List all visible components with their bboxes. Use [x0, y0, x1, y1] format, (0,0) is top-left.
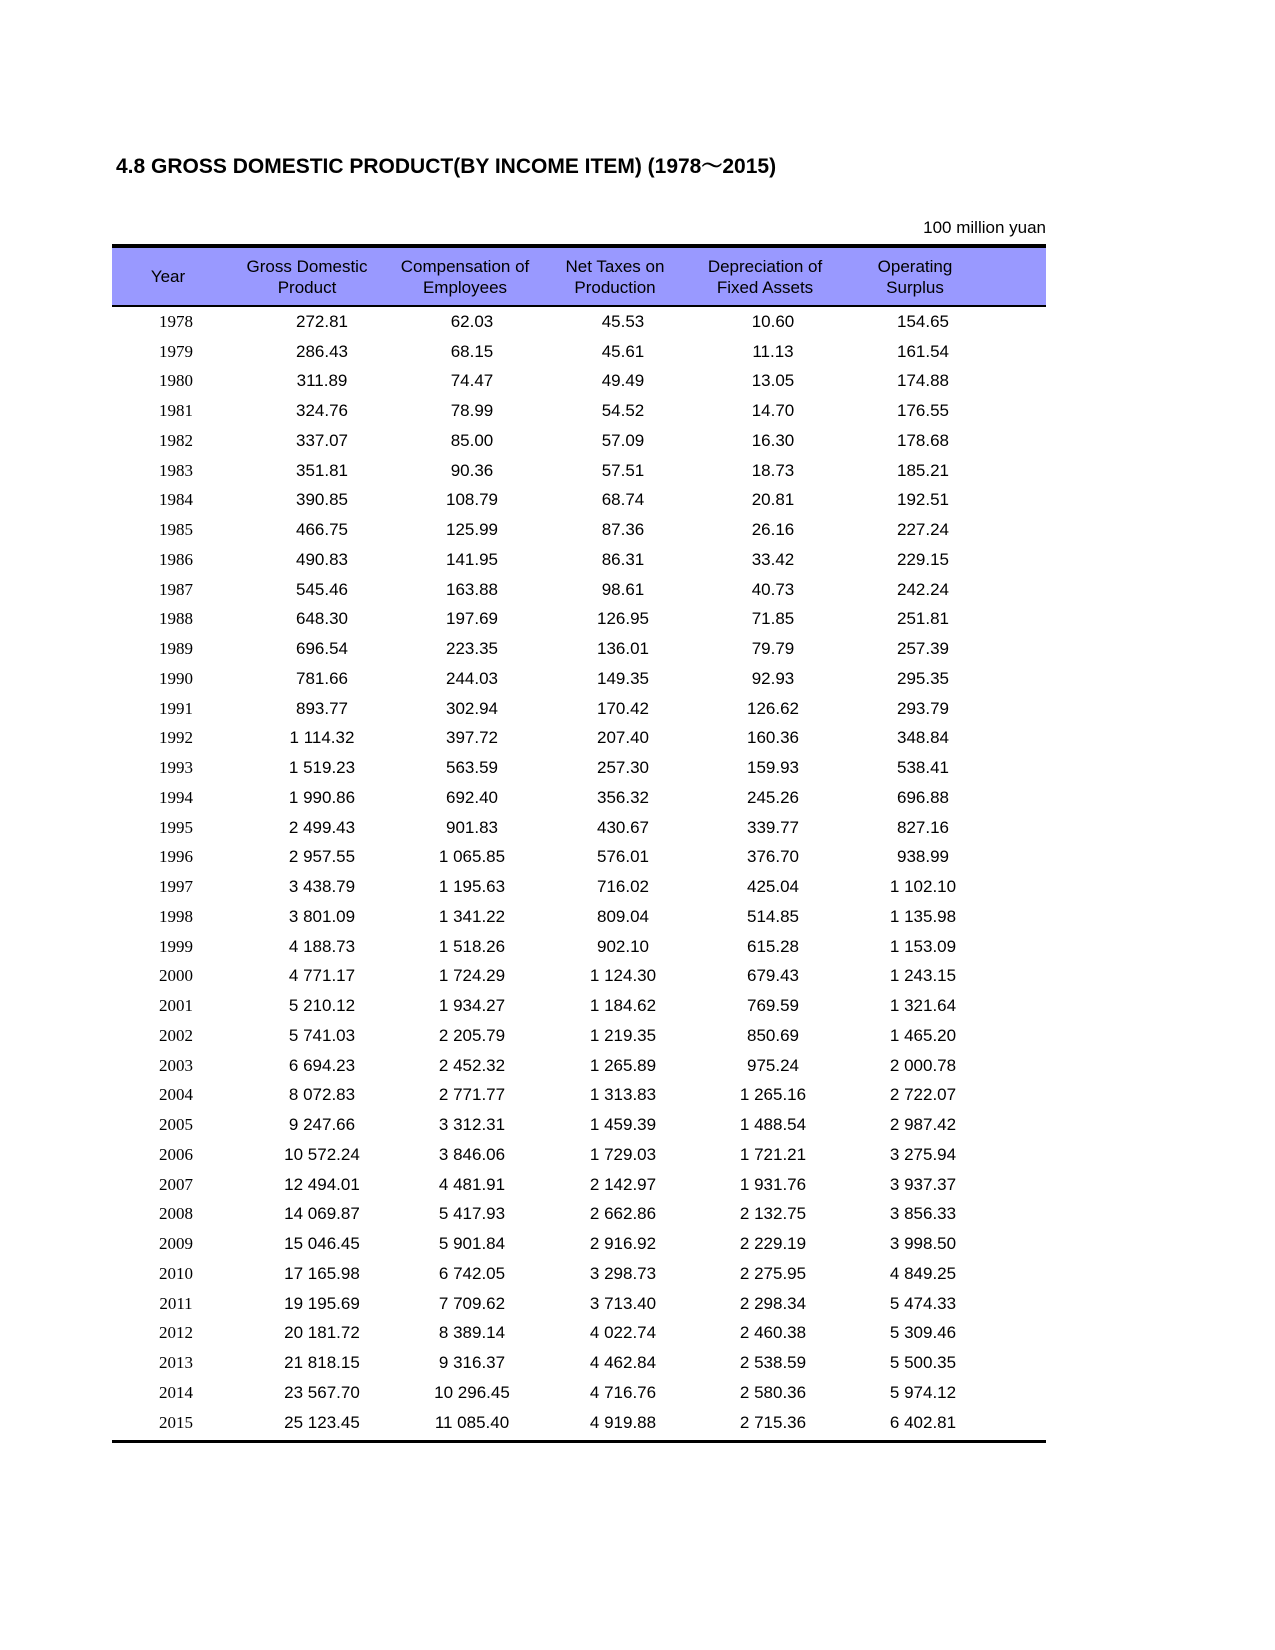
cell-compensation: 1 341.22 [438, 906, 506, 926]
cell-gdp: 311.89 [296, 371, 348, 391]
cell-year: 1987 [159, 579, 193, 599]
cell-year: 2007 [159, 1174, 193, 1194]
cell-operating-surplus: 154.65 [897, 311, 949, 331]
cell-operating-surplus: 5 500.35 [889, 1353, 957, 1373]
table-row [112, 337, 1046, 367]
cell-compensation: 1 724.29 [438, 966, 506, 986]
table-row [112, 1289, 1046, 1319]
cell-gdp: 5 741.03 [288, 1025, 356, 1045]
cell-compensation: 692.40 [446, 787, 498, 807]
cell-gdp: 3 801.09 [288, 906, 356, 926]
cell-operating-surplus: 2 987.42 [889, 1115, 957, 1135]
cell-operating-surplus: 176.55 [897, 401, 949, 421]
cell-compensation: 4 481.91 [438, 1174, 506, 1194]
header-net-taxes-line: Production [574, 277, 656, 297]
cell-compensation: 8 389.14 [438, 1323, 506, 1343]
cell-depreciation: 514.85 [747, 906, 799, 926]
cell-net-taxes: 1 184.62 [589, 996, 657, 1016]
cell-net-taxes: 2 662.86 [589, 1204, 657, 1224]
cell-net-taxes: 716.02 [597, 877, 649, 897]
cell-depreciation: 425.04 [747, 877, 799, 897]
table-header [112, 248, 1046, 307]
cell-year: 1997 [159, 877, 193, 897]
table-row [112, 575, 1046, 605]
table-row [112, 1259, 1046, 1289]
cell-year: 1981 [159, 401, 193, 421]
cell-operating-surplus: 251.81 [897, 609, 949, 629]
cell-depreciation: 10.60 [751, 311, 795, 331]
cell-year: 1983 [159, 460, 193, 480]
cell-compensation: 78.99 [450, 401, 494, 421]
header-depreciation-line: Depreciation of [707, 256, 823, 276]
cell-operating-surplus: 174.88 [897, 371, 949, 391]
cell-net-taxes: 57.09 [601, 430, 645, 450]
cell-net-taxes: 4 919.88 [589, 1412, 657, 1432]
cell-compensation: 563.59 [446, 758, 498, 778]
cell-gdp: 272.81 [296, 311, 348, 331]
cell-depreciation: 2 229.19 [739, 1234, 807, 1254]
cell-depreciation: 2 298.34 [739, 1293, 807, 1313]
header-depreciation-line: Fixed Assets [716, 277, 814, 297]
cell-net-taxes: 45.61 [601, 341, 645, 361]
cell-gdp: 1 990.86 [288, 787, 356, 807]
cell-gdp: 2 499.43 [288, 817, 356, 837]
cell-depreciation: 769.59 [747, 996, 799, 1016]
cell-operating-surplus: 161.54 [897, 341, 949, 361]
cell-depreciation: 26.16 [751, 520, 795, 540]
cell-gdp: 351.81 [296, 460, 348, 480]
cell-gdp: 15 046.45 [284, 1234, 360, 1254]
table-row [112, 843, 1046, 873]
cell-net-taxes: 257.30 [597, 758, 649, 778]
header-net-taxes-line: Net Taxes on [565, 256, 665, 276]
header-operating-surplus-line: Operating [877, 256, 953, 276]
cell-operating-surplus: 242.24 [897, 579, 949, 599]
cell-year: 1999 [159, 936, 193, 956]
cell-compensation: 62.03 [450, 311, 494, 331]
cell-net-taxes: 576.01 [597, 847, 649, 867]
cell-depreciation: 2 460.38 [739, 1323, 807, 1343]
cell-year: 1980 [159, 371, 193, 391]
cell-gdp: 17 165.98 [284, 1263, 360, 1283]
cell-compensation: 223.35 [446, 639, 498, 659]
cell-compensation: 10 296.45 [434, 1382, 510, 1402]
cell-net-taxes: 4 022.74 [589, 1323, 657, 1343]
cell-compensation: 2 771.77 [438, 1085, 506, 1105]
cell-compensation: 397.72 [446, 728, 498, 748]
cell-depreciation: 14.70 [751, 401, 795, 421]
cell-depreciation: 16.30 [751, 430, 795, 450]
cell-compensation: 1 934.27 [438, 996, 506, 1016]
cell-net-taxes: 1 459.39 [589, 1115, 657, 1135]
table-row [112, 1170, 1046, 1200]
cell-gdp: 6 694.23 [288, 1055, 356, 1075]
cell-operating-surplus: 696.88 [897, 787, 949, 807]
cell-year: 1982 [159, 430, 193, 450]
cell-net-taxes: 4 716.76 [589, 1382, 657, 1402]
cell-year: 2008 [159, 1204, 193, 1224]
cell-net-taxes: 54.52 [601, 401, 645, 421]
cell-depreciation: 2 580.36 [739, 1382, 807, 1402]
cell-net-taxes: 2 142.97 [589, 1174, 657, 1194]
cell-depreciation: 126.62 [747, 698, 799, 718]
cell-gdp: 4 188.73 [288, 936, 356, 956]
cell-gdp: 490.83 [296, 549, 348, 569]
cell-net-taxes: 57.51 [601, 460, 645, 480]
table-row [112, 813, 1046, 843]
cell-depreciation: 92.93 [751, 668, 795, 688]
table-row [112, 396, 1046, 426]
table-row [112, 456, 1046, 486]
table-row [112, 605, 1046, 635]
cell-compensation: 7 709.62 [438, 1293, 506, 1313]
cell-compensation: 197.69 [446, 609, 498, 629]
cell-depreciation: 376.70 [747, 847, 799, 867]
cell-net-taxes: 126.95 [597, 609, 649, 629]
cell-gdp: 648.30 [296, 609, 348, 629]
cell-year: 1992 [159, 728, 193, 748]
cell-operating-surplus: 3 998.50 [889, 1234, 957, 1254]
page-title: 4.8 GROSS DOMESTIC PRODUCT(BY INCOME ITEM) (1978～2015) [116, 155, 777, 178]
cell-gdp: 324.76 [296, 401, 348, 421]
cell-operating-surplus: 293.79 [897, 698, 949, 718]
cell-operating-surplus: 2 722.07 [889, 1085, 957, 1105]
cell-gdp: 286.43 [296, 341, 348, 361]
cell-gdp: 21 818.15 [284, 1353, 360, 1373]
cell-gdp: 10 572.24 [284, 1144, 360, 1164]
cell-gdp: 545.46 [296, 579, 348, 599]
cell-compensation: 1 518.26 [438, 936, 506, 956]
unit-label: 100 million yuan [923, 218, 1046, 237]
cell-compensation: 163.88 [446, 579, 498, 599]
cell-net-taxes: 45.53 [601, 311, 645, 331]
cell-year: 1978 [159, 311, 193, 331]
cell-year: 1996 [159, 847, 193, 867]
cell-year: 2013 [159, 1353, 193, 1373]
cell-compensation: 302.94 [446, 698, 498, 718]
table-row [112, 1408, 1046, 1438]
cell-compensation: 5 901.84 [438, 1234, 506, 1254]
table-row [112, 1110, 1046, 1140]
cell-operating-surplus: 5 309.46 [889, 1323, 957, 1343]
cell-gdp: 390.85 [296, 490, 348, 510]
cell-operating-surplus: 6 402.81 [889, 1412, 957, 1432]
cell-net-taxes: 1 729.03 [589, 1144, 657, 1164]
table-row [112, 962, 1046, 992]
cell-depreciation: 1 488.54 [739, 1115, 807, 1135]
cell-operating-surplus: 257.39 [897, 639, 949, 659]
cell-depreciation: 13.05 [751, 371, 795, 391]
cell-depreciation: 71.85 [751, 609, 795, 629]
cell-depreciation: 33.42 [751, 549, 795, 569]
table-row [112, 783, 1046, 813]
cell-net-taxes: 86.31 [601, 549, 645, 569]
cell-net-taxes: 207.40 [597, 728, 649, 748]
cell-net-taxes: 809.04 [597, 906, 649, 926]
cell-year: 2015 [159, 1412, 193, 1432]
cell-net-taxes: 49.49 [601, 371, 645, 391]
cell-year: 1986 [159, 549, 193, 569]
cell-gdp: 1 114.32 [289, 728, 355, 748]
cell-year: 2010 [159, 1263, 193, 1283]
cell-net-taxes: 1 313.83 [589, 1085, 657, 1105]
header-compensation-line: Compensation of [400, 256, 530, 276]
cell-operating-surplus: 1 321.64 [889, 996, 957, 1016]
cell-compensation: 3 312.31 [438, 1115, 506, 1135]
cell-depreciation: 2 715.36 [739, 1412, 807, 1432]
cell-operating-surplus: 3 856.33 [889, 1204, 957, 1224]
table-row [112, 367, 1046, 397]
cell-net-taxes: 170.42 [597, 698, 649, 718]
table-row [112, 634, 1046, 664]
table-row [112, 902, 1046, 932]
table-body [112, 307, 1046, 1438]
cell-compensation: 6 742.05 [438, 1263, 506, 1283]
cell-compensation: 108.79 [446, 490, 498, 510]
cell-net-taxes: 3 713.40 [589, 1293, 657, 1313]
cell-compensation: 141.95 [446, 549, 498, 569]
cell-gdp: 19 195.69 [284, 1293, 360, 1313]
cell-compensation: 244.03 [446, 668, 498, 688]
cell-compensation: 68.15 [450, 341, 494, 361]
cell-year: 1984 [159, 490, 193, 510]
cell-depreciation: 18.73 [751, 460, 795, 480]
cell-year: 2014 [159, 1382, 193, 1402]
cell-operating-surplus: 1 102.10 [889, 877, 957, 897]
cell-year: 1995 [159, 817, 193, 837]
header-gdp-line: Product [277, 277, 337, 297]
cell-compensation: 85.00 [450, 430, 494, 450]
cell-operating-surplus: 3 937.37 [889, 1174, 957, 1194]
header-compensation [390, 256, 540, 298]
table-row [112, 753, 1046, 783]
cell-year: 1990 [159, 668, 193, 688]
header-year-line: Year [150, 267, 186, 286]
header-gdp-line: Gross Domestic [246, 256, 368, 276]
header-gdp [224, 256, 390, 298]
header-net-taxes [540, 256, 690, 298]
table-row [112, 307, 1046, 337]
table-row [112, 515, 1046, 545]
cell-year: 2003 [159, 1055, 193, 1075]
cell-year: 1991 [159, 698, 193, 718]
cell-operating-surplus: 185.21 [897, 460, 949, 480]
cell-operating-surplus: 4 849.25 [889, 1263, 957, 1283]
header-depreciation [690, 256, 840, 298]
cell-depreciation: 79.79 [751, 639, 795, 659]
cell-depreciation: 159.93 [747, 758, 799, 778]
cell-net-taxes: 87.36 [601, 520, 645, 540]
cell-year: 2002 [159, 1025, 193, 1045]
cell-gdp: 337.07 [296, 430, 348, 450]
cell-operating-surplus: 827.16 [897, 817, 949, 837]
cell-compensation: 90.36 [450, 460, 494, 480]
cell-gdp: 466.75 [296, 520, 348, 540]
cell-operating-surplus: 348.84 [897, 728, 949, 748]
cell-depreciation: 2 275.95 [739, 1263, 807, 1283]
cell-year: 1988 [159, 609, 193, 629]
cell-year: 2005 [159, 1115, 193, 1135]
cell-net-taxes: 1 124.30 [589, 966, 657, 986]
cell-gdp: 23 567.70 [284, 1382, 360, 1402]
table-row [112, 1319, 1046, 1349]
cell-net-taxes: 68.74 [601, 490, 645, 510]
table-row [112, 694, 1046, 724]
cell-compensation: 125.99 [446, 520, 498, 540]
header-operating-surplus [840, 256, 990, 298]
cell-operating-surplus: 227.24 [897, 520, 949, 540]
cell-depreciation: 2 538.59 [739, 1353, 807, 1373]
cell-operating-surplus: 2 000.78 [889, 1055, 957, 1075]
table-row [112, 991, 1046, 1021]
table-row [112, 1140, 1046, 1170]
cell-year: 2006 [159, 1144, 193, 1164]
cell-depreciation: 850.69 [747, 1025, 799, 1045]
cell-depreciation: 245.26 [747, 787, 799, 807]
cell-depreciation: 1 721.21 [739, 1144, 807, 1164]
cell-operating-surplus: 229.15 [897, 549, 949, 569]
cell-gdp: 14 069.87 [284, 1204, 360, 1224]
cell-depreciation: 679.43 [747, 966, 799, 986]
table-row [112, 486, 1046, 516]
cell-year: 2001 [159, 996, 193, 1016]
cell-year: 2004 [159, 1085, 193, 1105]
table-row [112, 545, 1046, 575]
cell-operating-surplus: 1 153.09 [889, 936, 957, 956]
cell-year: 1993 [159, 758, 193, 778]
cell-year: 1998 [159, 906, 193, 926]
cell-operating-surplus: 295.35 [897, 668, 949, 688]
cell-year: 1989 [159, 639, 193, 659]
cell-compensation: 11 085.40 [434, 1412, 510, 1432]
table-row [112, 1081, 1046, 1111]
table-row [112, 664, 1046, 694]
cell-depreciation: 1 265.16 [739, 1085, 807, 1105]
cell-gdp: 3 438.79 [288, 877, 356, 897]
header-operating-surplus-line: Surplus [886, 277, 944, 297]
table-row [112, 1378, 1046, 1408]
cell-operating-surplus: 1 243.15 [889, 966, 957, 986]
cell-gdp: 4 771.17 [288, 966, 356, 986]
cell-depreciation: 160.36 [747, 728, 799, 748]
header-compensation-line: Employees [422, 277, 508, 297]
cell-operating-surplus: 3 275.94 [889, 1144, 957, 1164]
cell-compensation: 5 417.93 [438, 1204, 506, 1224]
table-row [112, 872, 1046, 902]
cell-net-taxes: 2 916.92 [589, 1234, 657, 1254]
cell-compensation: 2 205.79 [438, 1025, 506, 1045]
cell-depreciation: 11.13 [752, 341, 794, 361]
table-row [112, 1348, 1046, 1378]
cell-compensation: 2 452.32 [438, 1055, 506, 1075]
cell-compensation: 9 316.37 [438, 1353, 506, 1373]
cell-operating-surplus: 1 135.98 [889, 906, 957, 926]
cell-year: 1979 [159, 341, 193, 361]
table-row [112, 1051, 1046, 1081]
cell-net-taxes: 136.01 [597, 639, 649, 659]
cell-depreciation: 2 132.75 [739, 1204, 807, 1224]
cell-net-taxes: 149.35 [597, 668, 649, 688]
cell-year: 2009 [159, 1234, 193, 1254]
cell-net-taxes: 356.32 [597, 787, 649, 807]
cell-net-taxes: 430.67 [597, 817, 649, 837]
cell-operating-surplus: 5 974.12 [889, 1382, 957, 1402]
cell-operating-surplus: 5 474.33 [889, 1293, 957, 1313]
table-row [112, 1021, 1046, 1051]
cell-operating-surplus: 538.41 [897, 758, 949, 778]
cell-operating-surplus: 192.51 [897, 490, 949, 510]
cell-depreciation: 20.81 [751, 490, 795, 510]
cell-net-taxes: 98.61 [601, 579, 645, 599]
cell-gdp: 25 123.45 [284, 1412, 360, 1432]
cell-year: 1985 [159, 520, 193, 540]
cell-net-taxes: 3 298.73 [589, 1263, 657, 1283]
cell-gdp: 2 957.55 [288, 847, 356, 867]
table-row [112, 1200, 1046, 1230]
cell-gdp: 9 247.66 [288, 1115, 356, 1135]
cell-year: 2000 [159, 966, 193, 986]
table-row [112, 724, 1046, 754]
cell-compensation: 901.83 [446, 817, 498, 837]
table-row [112, 426, 1046, 456]
cell-depreciation: 1 931.76 [739, 1174, 807, 1194]
cell-year: 2012 [159, 1323, 193, 1343]
cell-net-taxes: 4 462.84 [589, 1353, 657, 1373]
cell-compensation: 1 195.63 [438, 877, 506, 897]
income-table [112, 244, 1046, 1443]
table-row [112, 932, 1046, 962]
cell-depreciation: 615.28 [747, 936, 799, 956]
cell-net-taxes: 1 219.35 [589, 1025, 657, 1045]
cell-year: 2011 [159, 1293, 193, 1313]
cell-compensation: 1 065.85 [438, 847, 506, 867]
cell-gdp: 20 181.72 [284, 1323, 360, 1343]
cell-depreciation: 40.73 [751, 579, 795, 599]
cell-compensation: 74.47 [450, 371, 494, 391]
table-row [112, 1229, 1046, 1259]
cell-operating-surplus: 1 465.20 [889, 1025, 957, 1045]
cell-net-taxes: 902.10 [597, 936, 649, 956]
cell-gdp: 893.77 [296, 698, 348, 718]
cell-gdp: 1 519.23 [288, 758, 356, 778]
cell-depreciation: 339.77 [747, 817, 799, 837]
cell-year: 1994 [159, 787, 193, 807]
cell-depreciation: 975.24 [747, 1055, 799, 1075]
cell-gdp: 5 210.12 [288, 996, 356, 1016]
cell-gdp: 781.66 [296, 668, 348, 688]
cell-net-taxes: 1 265.89 [589, 1055, 657, 1075]
header-year [112, 266, 224, 287]
cell-operating-surplus: 178.68 [897, 430, 949, 450]
cell-operating-surplus: 938.99 [897, 847, 949, 867]
cell-compensation: 3 846.06 [438, 1144, 506, 1164]
table-bottom-rule [112, 1440, 1046, 1443]
cell-gdp: 12 494.01 [284, 1174, 360, 1194]
cell-gdp: 8 072.83 [288, 1085, 356, 1105]
cell-gdp: 696.54 [296, 639, 348, 659]
